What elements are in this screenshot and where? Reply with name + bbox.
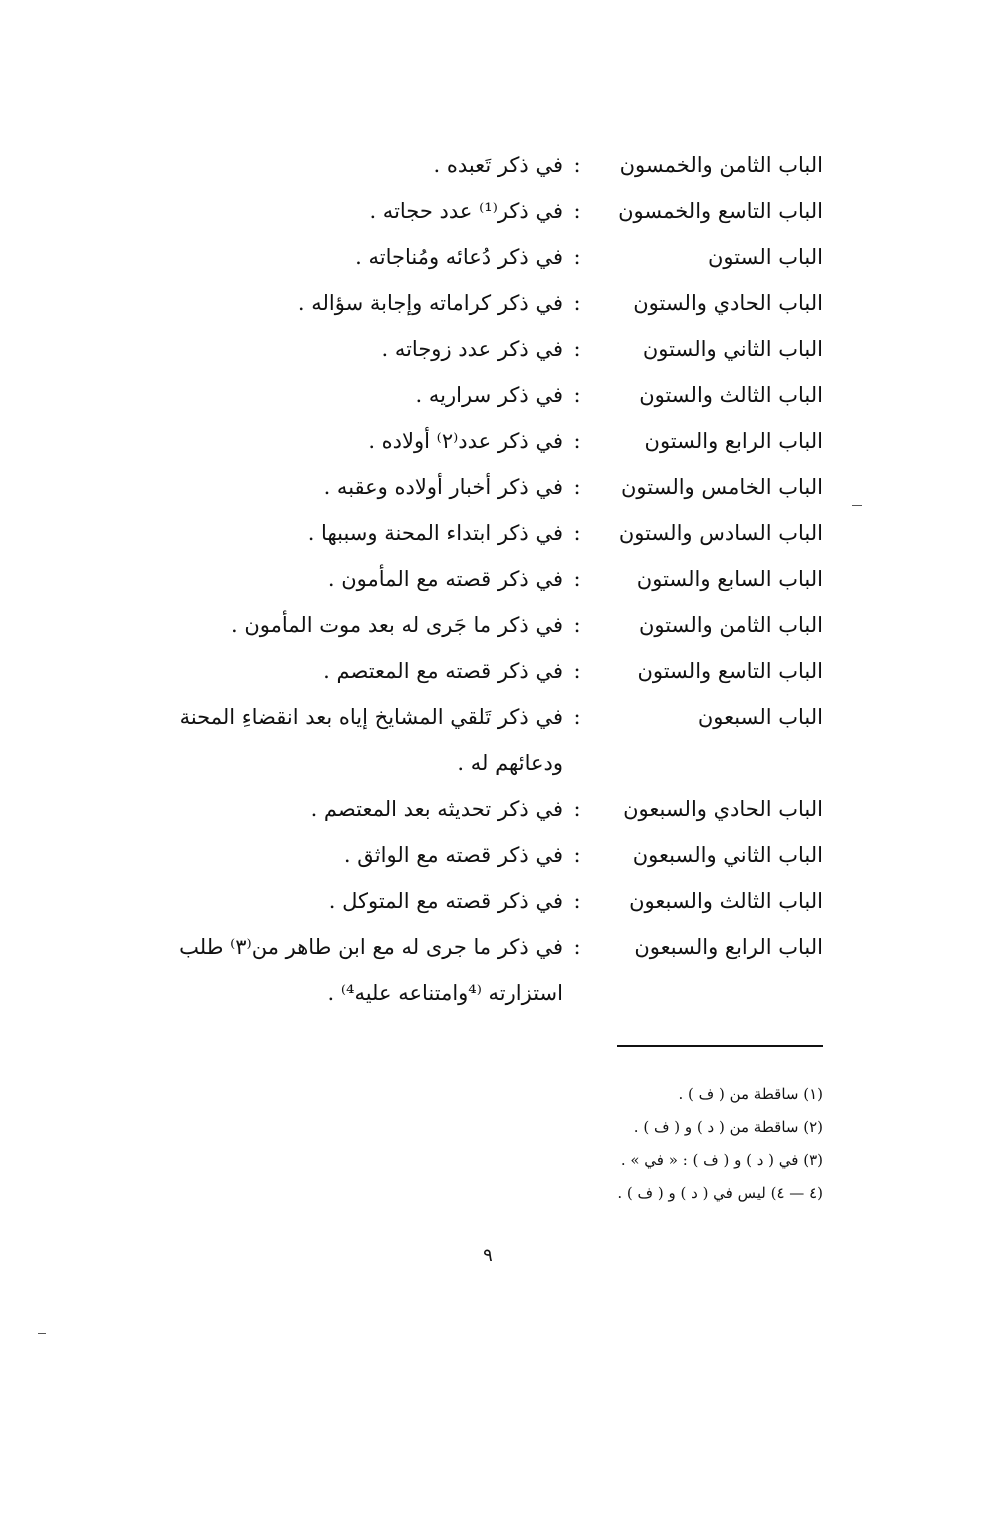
separator-colon: :: [573, 475, 581, 499]
chapter-title: الباب الثاني والستون: [642, 337, 823, 361]
chapter-description: في ذكر قصته مع المأمون .: [327, 567, 563, 591]
separator-colon: :: [573, 705, 581, 729]
chapter-title: الباب الثالث والسبعون: [629, 889, 823, 913]
chapter-row: [143, 188, 823, 234]
chapter-row: [143, 786, 823, 832]
footnote: (٢) ساقطة من ( د ) و ( ف ) .: [633, 1118, 823, 1136]
chapter-description: في ذكر سراريه .: [415, 383, 563, 407]
separator-colon: :: [573, 383, 581, 407]
separator-colon: :: [573, 291, 581, 315]
separator-colon: :: [573, 889, 581, 913]
chapter-title: الباب التاسع والستون: [637, 659, 823, 683]
separator-colon: :: [573, 245, 581, 269]
chapter-title: الباب السادس والستون: [618, 521, 823, 545]
chapter-title: الباب السبعون: [697, 705, 823, 729]
chapter-description: في ذكر دُعائه ومُناجاته .: [355, 245, 563, 269]
chapter-row: [143, 924, 823, 1016]
chapter-row: [143, 510, 823, 556]
chapter-description: في ذكر قصته مع المتوكل .: [328, 889, 563, 913]
chapter-description: في ذكر ابتداء المحنة وسببها .: [307, 521, 563, 545]
footnote-separator: [617, 1045, 823, 1047]
chapter-row: [143, 326, 823, 372]
chapter-row: [143, 418, 823, 464]
chapter-row: [143, 280, 823, 326]
footnotes: [323, 1078, 823, 1210]
separator-colon: :: [573, 521, 581, 545]
chapter-description: في ذكر ما جرى له مع ابن طاهر من⁽٣⁾ طلب استزارته ⁽⁴وامتناعه عليه⁴⁾ .: [179, 935, 563, 1005]
chapter-description: في ذكر كراماته وإجابة سؤاله .: [297, 291, 563, 315]
chapter-description: في ذكر تَعبده .: [433, 153, 563, 177]
chapter-row: [143, 142, 823, 188]
chapter-list: [143, 142, 823, 1016]
footnote: (١) ساقطة من ( ف ) .: [678, 1085, 823, 1103]
chapter-title: الباب الحادي والستون: [633, 291, 823, 315]
footnote: (٤ — ٤) ليس في ( د ) و ( ف ) .: [617, 1184, 823, 1202]
chapter-title: الباب الثاني والسبعون: [632, 843, 823, 867]
chapter-title: الباب السابع والستون: [636, 567, 823, 591]
separator-colon: :: [573, 613, 581, 637]
chapter-description: في ذكر ما جَرى له بعد موت المأمون .: [230, 613, 563, 637]
chapter-title: الباب التاسع والخمسون: [618, 199, 823, 223]
separator-colon: :: [573, 659, 581, 683]
scan-mark: [852, 505, 862, 506]
chapter-description: في ذكر عدد⁽٢⁾ أولاده .: [368, 429, 563, 453]
chapter-row: [143, 878, 823, 924]
chapter-title: الباب الرابع والسبعون: [634, 935, 823, 959]
separator-colon: :: [573, 935, 581, 959]
chapter-row: [143, 556, 823, 602]
chapter-title: الباب الخامس والستون: [620, 475, 823, 499]
chapter-description: في ذكر⁽¹⁾ عدد حجاته .: [369, 199, 563, 223]
chapter-title: الباب الحادي والسبعون: [623, 797, 823, 821]
chapter-row: [143, 234, 823, 280]
separator-colon: :: [573, 567, 581, 591]
chapter-title: الباب الستون: [708, 245, 823, 269]
chapter-description: في ذكر تحديثه بعد المعتصم .: [310, 797, 563, 821]
chapter-row: [143, 602, 823, 648]
chapter-description: في ذكر عدد زوجاته .: [381, 337, 563, 361]
chapter-row: [143, 694, 823, 786]
chapter-title: الباب الرابع والستون: [644, 429, 823, 453]
chapter-row: [143, 372, 823, 418]
chapter-description: في ذكر أخبار أولاده وعقبه .: [323, 475, 563, 499]
chapter-row: [143, 832, 823, 878]
separator-colon: :: [573, 337, 581, 361]
chapter-title: الباب الثامن والستون: [638, 613, 823, 637]
footnote: (٣) في ( د ) و ( ف ) : « في » .: [620, 1151, 823, 1169]
chapter-title: الباب الثالث والستون: [639, 383, 823, 407]
chapter-row: [143, 464, 823, 510]
chapter-row: [143, 648, 823, 694]
separator-colon: :: [573, 797, 581, 821]
separator-colon: :: [573, 429, 581, 453]
page-number: ٩: [483, 1245, 493, 1266]
separator-colon: :: [573, 153, 581, 177]
chapter-description: في ذكر قصته مع الواثق .: [343, 843, 563, 867]
chapter-title: الباب الثامن والخمسون: [619, 153, 823, 177]
chapter-description: في ذكر تَلقي المشايخ إياه بعد انقضاءِ المحنة ودعائهم له .: [179, 705, 563, 775]
chapter-description: في ذكر قصته مع المعتصم .: [323, 659, 563, 683]
separator-colon: :: [573, 843, 581, 867]
scan-mark: [38, 1333, 46, 1334]
separator-colon: :: [573, 199, 581, 223]
